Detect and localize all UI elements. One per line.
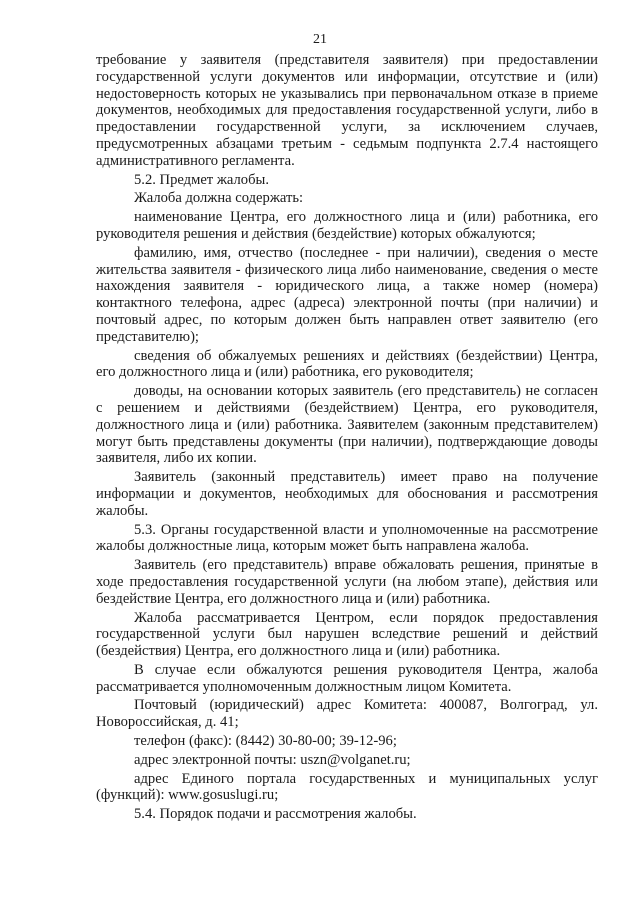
paragraph: Заявитель (его представитель) вправе обжаловать решения, принятые в ходе предоставления государственной услуги (на любом этапе), действия или бездействие Центра, его должностного лица и (или) работника. xyxy=(96,557,598,607)
page-number: 21 xyxy=(313,32,327,47)
postal-address: Почтовый (юридический) адрес Комитета: 400087, Волгоград, ул. Новороссийская, д. 41; xyxy=(96,697,598,731)
section-heading-5-2: 5.2. Предмет жалобы. xyxy=(134,171,269,188)
phone-fax: телефон (факс): (8442) 30-80-00; 39-12-96; xyxy=(134,733,397,750)
paragraph: Жалоба должна содержать: xyxy=(134,190,304,207)
email-address: адрес электронной почты: uszn@volganet.ru; xyxy=(134,751,411,768)
section-heading-5-4: 5.4. Порядок подачи и рассмотрения жалобы. xyxy=(134,806,417,823)
paragraph: наименование Центра, его должностного лица и (или) работника, его руководителя решения и действия (бездействие) которых обжалуются; xyxy=(96,209,598,242)
section-heading-5-3: 5.3. Органы государственной власти и уполномоченные на рассмотрение жалобы должностные лица, которым может быть направлена жалоба. xyxy=(96,521,598,555)
paragraph-continuation: требование у заявителя (представителя заявителя) при предоставлении государственной услуги документов или информации, отсутствие и (или) недостоверность которых не указывались при первоначальном отказе в приеме документов, необходимых для предоставления государственной услуги, либо в предоставлении государственной услуги, за исключением случаев, предусмотренных абзацами третьим - седьмым подпункта 2.7.4 настоящего административного регламента. xyxy=(96,52,598,169)
document-body xyxy=(96,52,598,823)
paragraph: доводы, на основании которых заявитель (его представитель) не согласен с решением и действиями (бездействием) Центра, его руководителя, должностного лица и (или) работника. Заявителем (законным представителем) могут быть представлены документы (при наличии), подтверждающие доводы заявителя, либо их копии. xyxy=(96,383,598,467)
paragraph: Заявитель (законный представитель) имеет право на получение информации и документов, необходимых для обоснования и рассмотрения жалобы. xyxy=(96,469,598,519)
portal-address: адрес Единого портала государственных и муниципальных услуг (функций): www.gosuslugi.ru; xyxy=(96,770,598,804)
paragraph: фамилию, имя, отчество (последнее - при наличии), сведения о месте жительства заявителя - физического лица либо наименование, сведения о месте нахождения заявителя - юридического лица, а также номер (номера) контактного телефона, адрес (адреса) электронной почты (при наличии) и почтовый адрес, по которым должен быть направлен ответ заявителю (его представителю); xyxy=(96,244,598,345)
paragraph: сведения об обжалуемых решениях и действиях (бездействии) Центра, его должностного лица и (или) работника, его руководителя; xyxy=(96,347,598,381)
paragraph: Жалоба рассматривается Центром, если порядок предоставления государственной услуги был нарушен вследствие решений и действий (бездействия) Центра, его должностного лица и (или) работника. xyxy=(96,609,598,660)
paragraph: В случае если обжалуются решения руководителя Центра, жалоба рассматривается уполномоченным должностным лицом Комитета. xyxy=(96,661,598,695)
